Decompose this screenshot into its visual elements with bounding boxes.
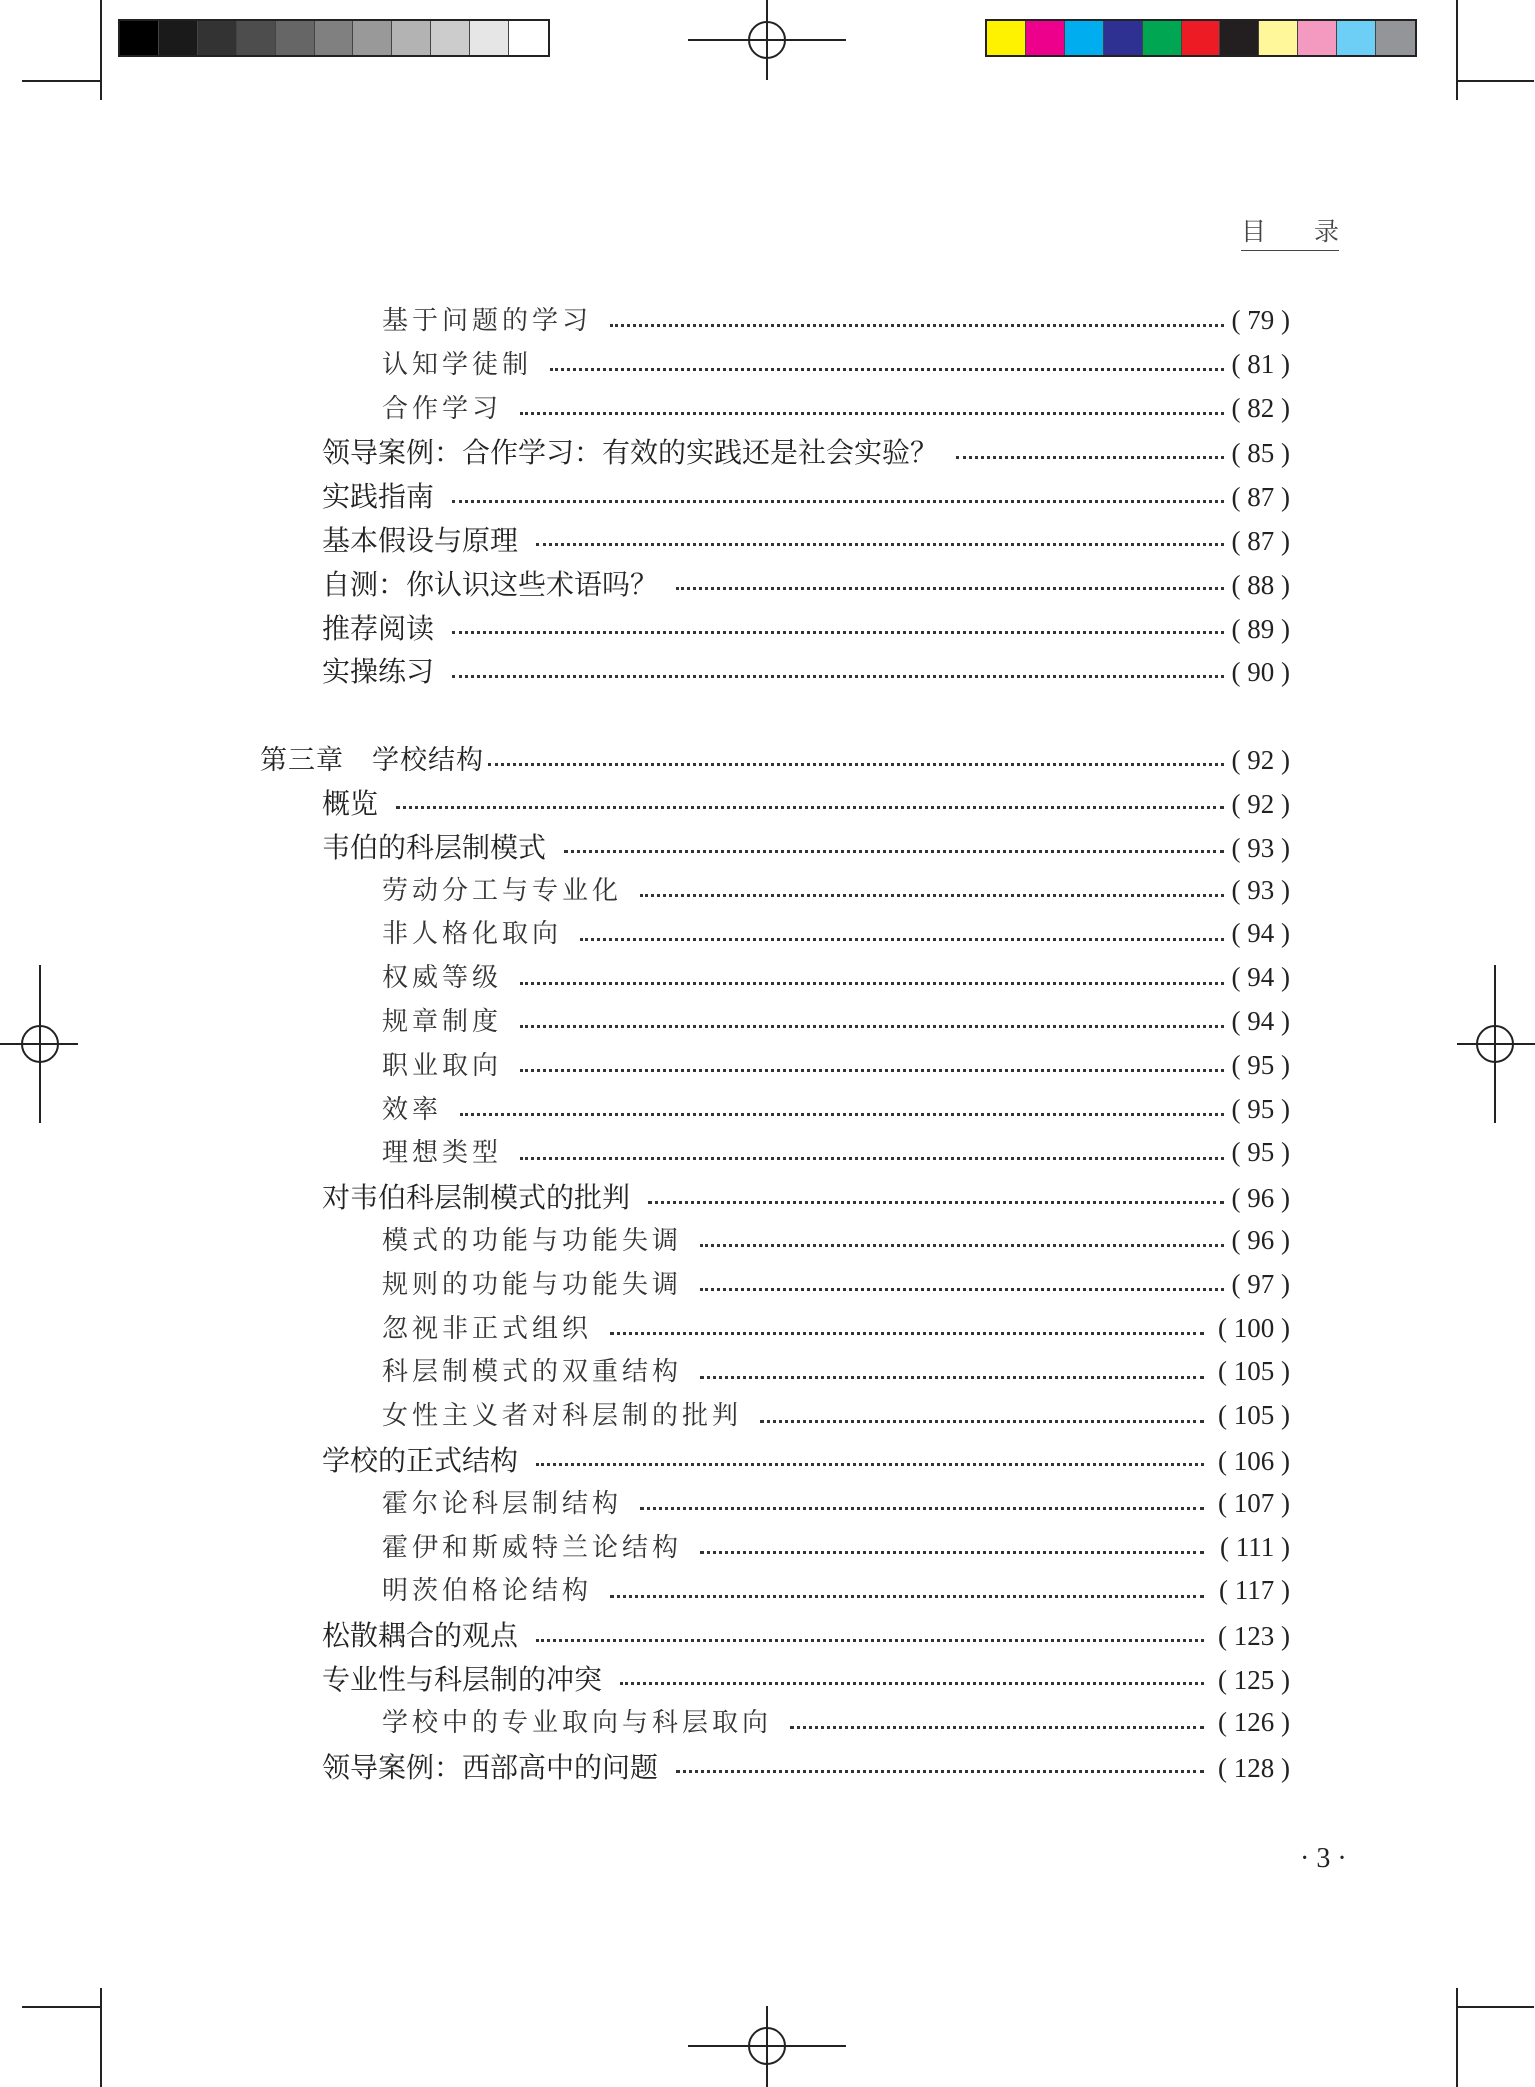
toc-entry-page: ( 89 )	[1231, 613, 1290, 644]
toc-entry-title: 规章制度	[382, 1006, 503, 1037]
toc-entry-title: 领导案例：合作学习：有效的实践还是社会实验？	[322, 436, 939, 470]
dot-leader	[610, 1595, 1204, 1598]
toc-entry[interactable]	[260, 1527, 1290, 1571]
toc-entry-title: 第三章 学校结构	[260, 745, 484, 777]
toc-entry-page: ( 95 )	[1231, 1093, 1290, 1124]
swatch	[120, 21, 159, 55]
toc-entry[interactable]	[260, 388, 1290, 432]
toc-entry-title: 忽视非正式组织	[382, 1313, 593, 1344]
page-number: · 3 ·	[1300, 1843, 1347, 1874]
toc-entry-page: ( 88 )	[1231, 569, 1290, 600]
dot-leader	[488, 763, 1224, 766]
toc-entry[interactable]	[260, 1220, 1290, 1264]
color-calibration-bar	[985, 19, 1417, 57]
toc-entry-page: ( 95 )	[1231, 1049, 1290, 1080]
swatch	[509, 21, 548, 55]
toc-entry-title: 基本假设与原理	[322, 523, 519, 557]
dot-leader	[676, 1770, 1204, 1773]
toc-entry[interactable]	[260, 1308, 1290, 1352]
toc-entry-page: ( 117 )	[1219, 1575, 1290, 1606]
toc-entry-page: ( 93 )	[1231, 874, 1290, 905]
header-right-char: 录	[1313, 217, 1339, 246]
toc-entry-title: 认知学徒制	[382, 349, 533, 380]
toc-entry[interactable]	[260, 913, 1290, 957]
dot-leader	[520, 412, 1224, 415]
swatch	[315, 21, 354, 55]
toc-entry-page: ( 106 )	[1218, 1445, 1290, 1476]
swatch	[1220, 21, 1259, 55]
swatch	[276, 21, 315, 55]
dot-leader	[520, 1069, 1224, 1072]
toc-entry-page: ( 85 )	[1231, 438, 1290, 469]
toc-entry-page: ( 94 )	[1231, 918, 1290, 949]
toc-entry-page: ( 128 )	[1218, 1752, 1290, 1783]
swatch	[1026, 21, 1065, 55]
toc-entry-title: 学校的正式结构	[322, 1443, 519, 1477]
toc-entry-page: ( 93 )	[1231, 832, 1290, 863]
toc-entry[interactable]	[260, 826, 1290, 870]
dot-leader	[620, 1682, 1204, 1685]
swatch	[470, 21, 509, 55]
dot-leader	[564, 850, 1224, 853]
toc-entry-title: 概览	[322, 786, 379, 820]
toc-entry[interactable]	[260, 475, 1290, 519]
swatch	[353, 21, 392, 55]
toc-entry-page: ( 125 )	[1218, 1664, 1290, 1695]
toc-entry-title: 效率	[382, 1094, 443, 1125]
toc-entry-page: ( 87 )	[1231, 482, 1290, 513]
toc-entry-title: 模式的功能与功能失调	[382, 1225, 683, 1256]
swatch	[987, 21, 1026, 55]
toc-entry-title: 霍伊和斯威特兰论结构	[382, 1532, 683, 1563]
dot-leader	[760, 1420, 1204, 1423]
toc-entry[interactable]	[260, 300, 1290, 344]
dot-leader	[956, 456, 1224, 459]
toc-entry-title: 霍尔论科层制结构	[382, 1488, 623, 1519]
dot-leader	[396, 806, 1224, 809]
dot-leader	[700, 1244, 1224, 1247]
toc-entry-page: ( 90 )	[1231, 657, 1290, 688]
toc-entry[interactable]	[260, 431, 1290, 475]
toc-entry-title: 领导案例：西部高中的问题	[322, 1750, 659, 1784]
dot-leader	[640, 894, 1224, 897]
toc-entry[interactable]	[260, 782, 1290, 826]
toc-entry[interactable]	[260, 1351, 1290, 1395]
dot-leader	[536, 1463, 1204, 1466]
toc-entry-title: 韦伯的科层制模式	[322, 830, 547, 864]
toc-entry-title: 规则的功能与功能失调	[382, 1269, 683, 1300]
toc-entry-title: 学校中的专业取向与科层取向	[382, 1707, 773, 1738]
dot-leader	[460, 1113, 1224, 1116]
toc-entry-page: ( 92 )	[1231, 745, 1290, 776]
toc-entry-page: ( 105 )	[1218, 1356, 1290, 1387]
toc-entry[interactable]	[260, 1132, 1290, 1176]
toc-entry-title: 自测：你认识这些术语吗？	[322, 567, 659, 601]
swatch	[1104, 21, 1143, 55]
toc-entry[interactable]	[260, 870, 1290, 914]
dot-leader	[550, 368, 1224, 371]
toc-entry[interactable]	[260, 344, 1290, 388]
toc-entry[interactable]	[260, 519, 1290, 563]
swatch	[159, 21, 198, 55]
toc-entry-page: ( 100 )	[1218, 1312, 1290, 1343]
dot-leader	[676, 587, 1224, 590]
toc-entry-title: 专业性与科层制的冲突	[322, 1662, 603, 1696]
dot-leader	[790, 1726, 1204, 1729]
toc-entry-page: ( 81 )	[1231, 348, 1290, 379]
toc-entry-title: 实操练习	[322, 655, 435, 689]
toc-entry-title: 职业取向	[382, 1050, 503, 1081]
toc-entry-title: 松散耦合的观点	[322, 1619, 519, 1653]
grayscale-calibration-bar	[118, 19, 550, 57]
toc-entry[interactable]	[260, 1483, 1290, 1527]
swatch	[1182, 21, 1221, 55]
toc-entry-title: 基于问题的学习	[382, 306, 593, 336]
swatch	[198, 21, 237, 55]
swatch	[237, 21, 276, 55]
toc-entry[interactable]	[260, 1045, 1290, 1089]
dot-leader	[536, 543, 1224, 546]
dot-leader	[700, 1551, 1204, 1554]
header-left-char: 目	[1241, 217, 1267, 246]
toc-entry-page: ( 87 )	[1231, 525, 1290, 556]
toc-entry-page: ( 96 )	[1231, 1183, 1290, 1214]
toc-entry-page: ( 82 )	[1231, 392, 1290, 423]
swatch	[1337, 21, 1376, 55]
dot-leader	[610, 1332, 1204, 1335]
toc-entry-page: ( 111 )	[1220, 1531, 1290, 1562]
toc-entry[interactable]	[260, 1570, 1290, 1614]
dot-leader	[520, 1157, 1224, 1160]
toc-entry[interactable]	[260, 650, 1290, 694]
dot-leader	[452, 631, 1224, 634]
dot-leader	[452, 675, 1224, 678]
dot-leader	[452, 500, 1224, 503]
dot-leader	[700, 1288, 1224, 1291]
section-gap	[260, 694, 1290, 738]
swatch	[1376, 21, 1415, 55]
toc-entry-page: ( 107 )	[1218, 1487, 1290, 1518]
toc-entry-page: ( 94 )	[1231, 1005, 1290, 1036]
toc-entry-page: ( 95 )	[1231, 1137, 1290, 1168]
toc-chapter-entry[interactable]	[260, 738, 1290, 782]
toc-entry-title: 对韦伯科层制模式的批判	[322, 1181, 631, 1215]
toc-entry-title: 女性主义者对科层制的批判	[382, 1401, 743, 1432]
toc-entry-title: 权威等级	[382, 963, 503, 994]
toc-entry-title: 劳动分工与专业化	[382, 875, 623, 906]
toc-entry-title: 推荐阅读	[322, 611, 435, 645]
toc-entry[interactable]	[260, 1439, 1290, 1483]
dot-leader	[580, 938, 1224, 941]
toc-entry-page: ( 123 )	[1218, 1621, 1290, 1652]
running-header	[1241, 212, 1339, 251]
toc-entry[interactable]	[260, 607, 1290, 651]
toc-entry-title: 明茨伯格论结构	[382, 1576, 593, 1607]
swatch	[1143, 21, 1182, 55]
dot-leader	[640, 1507, 1204, 1510]
toc-entry[interactable]	[260, 1702, 1290, 1746]
table-of-contents	[260, 300, 1290, 1789]
toc-entry[interactable]	[260, 1395, 1290, 1439]
toc-entry-title: 合作学习	[382, 393, 503, 424]
toc-entry[interactable]	[260, 1658, 1290, 1702]
swatch	[1298, 21, 1337, 55]
toc-entry[interactable]	[260, 1614, 1290, 1658]
toc-entry-page: ( 126 )	[1218, 1706, 1290, 1737]
toc-entry-title: 实践指南	[322, 480, 435, 514]
toc-entry-title: 理想类型	[382, 1138, 503, 1169]
dot-leader	[536, 1639, 1204, 1642]
toc-entry[interactable]	[260, 1176, 1290, 1220]
toc-entry[interactable]	[260, 563, 1290, 607]
toc-entry-title: 科层制模式的双重结构	[382, 1357, 683, 1388]
toc-entry-page: ( 96 )	[1231, 1224, 1290, 1255]
dot-leader	[520, 982, 1224, 985]
swatch	[392, 21, 431, 55]
toc-entry-page: ( 97 )	[1231, 1268, 1290, 1299]
dot-leader	[648, 1201, 1224, 1204]
toc-entry[interactable]	[260, 1001, 1290, 1045]
toc-entry[interactable]	[260, 1264, 1290, 1308]
toc-entry-page: ( 79 )	[1231, 305, 1290, 335]
dot-leader	[700, 1376, 1204, 1379]
toc-entry-title: 非人格化取向	[382, 919, 563, 950]
swatch	[1259, 21, 1298, 55]
toc-entry[interactable]	[260, 1089, 1290, 1133]
toc-entry-page: ( 105 )	[1218, 1400, 1290, 1431]
swatch	[1065, 21, 1104, 55]
toc-entry-page: ( 94 )	[1231, 962, 1290, 993]
toc-entry[interactable]	[260, 957, 1290, 1001]
dot-leader	[610, 324, 1224, 327]
toc-entry-page: ( 92 )	[1231, 788, 1290, 819]
toc-entry[interactable]	[260, 1746, 1290, 1790]
swatch	[431, 21, 470, 55]
dot-leader	[520, 1025, 1224, 1028]
